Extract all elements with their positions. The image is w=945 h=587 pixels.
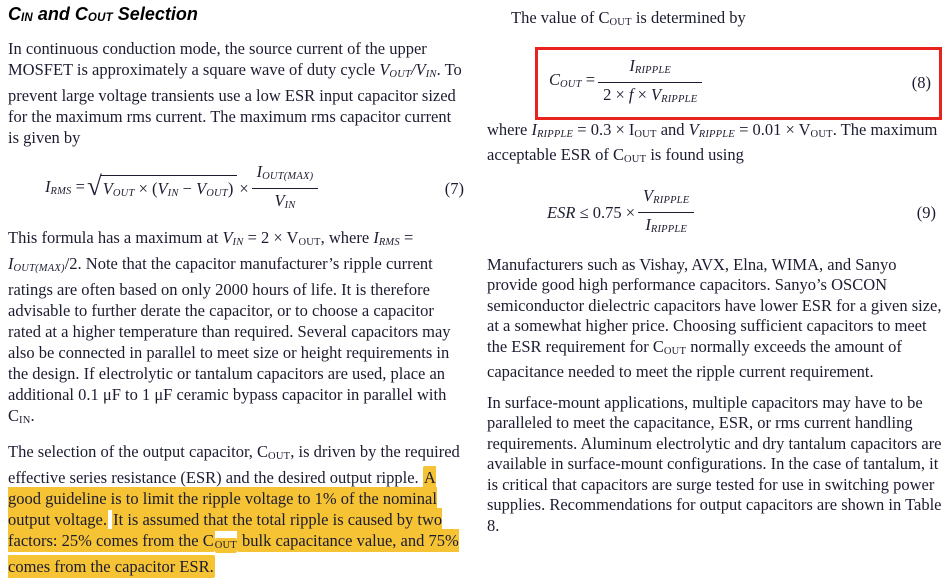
- fraction-denominator: [252, 189, 319, 215]
- text-run: I: [45, 176, 51, 196]
- text-run: OUT: [663, 345, 687, 357]
- text-run: =: [399, 228, 414, 247]
- text-run: I: [8, 254, 14, 273]
- text-run: and C: [32, 4, 88, 24]
- text-run: = 0.01 × V: [734, 119, 811, 139]
- equation-7-lhs: [45, 177, 85, 201]
- text-run: . The maximum acceptable ESR of C: [487, 119, 938, 164]
- text-run: V: [688, 119, 699, 139]
- text-run: =: [581, 70, 596, 89]
- text-run: /: [411, 60, 416, 79]
- text-run: OUT(MAX): [13, 263, 65, 274]
- text-run: I: [373, 228, 379, 247]
- fraction: [252, 162, 319, 215]
- text-run: −: [178, 178, 197, 198]
- paragraph-input-capacitor: [8, 38, 466, 148]
- equation-9-lhs: [547, 203, 635, 222]
- text-run: The value of C: [511, 8, 610, 27]
- paragraph-cout-intro: [487, 8, 942, 34]
- fraction-numerator: [252, 162, 319, 189]
- fraction: [638, 186, 694, 239]
- paragraph-where-ripple: [487, 120, 942, 171]
- text-run: and: [656, 119, 689, 139]
- fraction: [598, 56, 702, 109]
- text-run: . To prevent large voltage transients use a low ESR input capacitor sized for the maximum rms current. The maximum rms capacitor current is given by: [8, 60, 462, 147]
- text-run: =: [71, 176, 85, 196]
- text-run: bulk capacitance value, and 75% comes from the capacitor ESR.: [8, 531, 459, 576]
- text-run: I: [645, 214, 651, 234]
- text-run: = 0.3 × I: [573, 119, 635, 139]
- equation-8-lhs: [549, 70, 595, 94]
- fraction-denominator: [638, 213, 694, 239]
- text-run: V: [651, 84, 662, 104]
- text-run: is determined by: [631, 8, 746, 27]
- text-run: f: [628, 84, 634, 104]
- text-run: V: [196, 178, 207, 198]
- text-run: normally exceeds the amount of capacitance needed to meet the ripple current requirement.: [487, 336, 902, 381]
- fraction-denominator: [598, 83, 702, 109]
- text-run: In surface-mount applications, multiple capacitors may have to be paralleled to meet the capacitance, ESR, or rms current handling requirements. Aluminum electrolytic and dry tantalum capacitors are available in surface-mount configurations. In the case of tantalum, it is critical that capacitors are surge tested for use in switching power supplies. Recommendations for output capacitors are shown in Table 8.: [487, 392, 942, 535]
- text-run: I: [531, 119, 537, 139]
- text-run: /2. Note that the capacitor manufacturer’s ripple current ratings are often based on only 2000 hours of life. It is therefore advisable to further derate the capacitor, or to choose a capacitor rated at a higher temperature than required. Several capacitors may also be connected in parallel to meet size or height requirements in the design. If electrolytic or tantalum capacitors are used, place an additional 0.1 μF to 1 μF ceramic bypass capacitor in parallel with C: [8, 254, 451, 425]
- text-run: RIPPLE: [650, 223, 688, 235]
- text-run: Manufacturers such as Vishay, AVX, Elna, WIMA, and Sanyo provide good high performance capacitors. Sanyo’s OSCON semiconductor dielectric capacitors have lower ESR for a given size, at a somewhat higher price. Choosing sufficient capacitors to meet the ESR requirement for C: [487, 254, 942, 356]
- paragraph-surface-mount: [487, 393, 942, 537]
- sqrt-expression: [86, 170, 237, 203]
- text-run: OUT(MAX): [262, 171, 314, 182]
- text-run: OUT: [810, 128, 833, 140]
- text-run: RIPPLE: [661, 93, 698, 105]
- text-run: It is assumed that the total ripple is caused by two factors: 25% comes from the C: [8, 510, 443, 550]
- text-run: V: [102, 178, 113, 198]
- fraction-numerator: [598, 56, 702, 83]
- text-run: A good guideline is to limit the ripple voltage to 1% of the nominal output voltage.: [8, 468, 437, 529]
- text-run: Selection: [112, 4, 198, 24]
- text-run: 2 ×: [603, 84, 629, 104]
- text-run: , where: [320, 228, 374, 247]
- equation-9: [487, 186, 942, 239]
- text-run: RMS: [50, 185, 72, 197]
- text-run: RIPPLE: [653, 194, 690, 206]
- text-run: The selection of the output capacitor, C: [8, 442, 269, 461]
- left-column: [8, 0, 466, 587]
- text-run: V: [415, 60, 426, 79]
- text-run: RIPPLE: [698, 128, 735, 140]
- text-run: OUT: [634, 128, 657, 140]
- radical-sign: √: [86, 170, 102, 201]
- right-column: [487, 0, 942, 546]
- text-run: where: [487, 119, 532, 139]
- text-run: ×: [633, 84, 652, 104]
- text-run: ≤ 0.75 ×: [575, 202, 636, 222]
- text-run: OUT: [298, 237, 321, 248]
- text-run: V: [157, 178, 168, 198]
- paragraph-ripple-ratings: [8, 227, 466, 431]
- text-run: OUT: [87, 12, 113, 24]
- text-run: V: [643, 185, 654, 205]
- text-run: RIPPLE: [536, 128, 574, 140]
- text-run: IN: [232, 237, 244, 248]
- text-run: This formula has a maximum at: [8, 228, 223, 247]
- text-run: V: [222, 228, 233, 247]
- multiply-sign: ×: [239, 179, 249, 198]
- text-run: OUT: [214, 540, 237, 551]
- sqrt-content: [100, 175, 238, 203]
- section-title: [8, 3, 466, 29]
- text-run: IN: [167, 187, 179, 199]
- text-run: OUT: [560, 79, 582, 90]
- text-run: RIPPLE: [634, 64, 672, 76]
- equation-number: (7): [444, 179, 464, 198]
- text-run: OUT: [268, 451, 291, 462]
- text-run: ESR: [547, 202, 576, 222]
- text-run: IN: [425, 69, 437, 80]
- text-run: OUT: [609, 17, 632, 28]
- equation-8-red-annotation-box: [535, 47, 942, 120]
- text-run: OUT: [624, 154, 647, 165]
- text-run: × (: [134, 178, 158, 198]
- text-run: , is driven by the required effective series resistance (ESR) and the desired output ripple.: [8, 442, 460, 487]
- equation-7: [8, 162, 466, 215]
- text-run: In continuous conduction mode, the source current of the upper MOSFET is approximately a square wave of duty cycle: [8, 39, 427, 79]
- text-run: OUT: [112, 187, 135, 199]
- equation-number: (9): [916, 202, 936, 222]
- text-run: ): [227, 178, 234, 198]
- text-run: OUT: [389, 69, 412, 80]
- text-run: IN: [19, 415, 31, 426]
- text-run: I: [629, 55, 635, 75]
- text-run: RMS: [378, 237, 400, 248]
- text-run: .: [30, 406, 35, 425]
- text-run: IN: [284, 200, 296, 211]
- text-run: OUT: [206, 187, 228, 199]
- text-run: is found using: [646, 145, 744, 164]
- text-run: C: [549, 70, 561, 89]
- equation-number: (8): [911, 72, 931, 92]
- text-run: IN: [21, 12, 33, 24]
- paragraph-manufacturers: [487, 255, 942, 383]
- paragraph-output-capacitor-highlighted: [8, 441, 466, 577]
- fraction-numerator: [638, 186, 694, 213]
- text-run: I: [256, 162, 263, 181]
- text-run: = 2 × V: [243, 228, 299, 247]
- text-run: V: [274, 191, 285, 210]
- text-run: V: [379, 60, 390, 79]
- text-run: C: [8, 4, 21, 24]
